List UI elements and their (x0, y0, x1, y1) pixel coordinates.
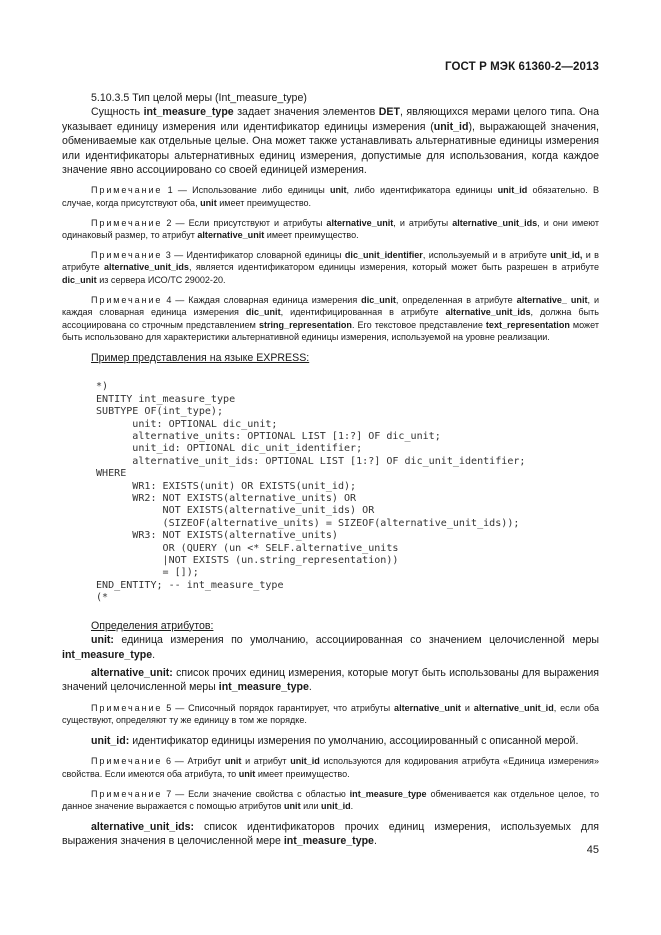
note-1: Примечание 1 — Использование либо единицы unit, либо идентификатора единицы unit_id обязательно. В случае, когда присутствуют оба, unit имеет преимущество. (62, 185, 599, 209)
document-header: ГОСТ Р МЭК 61360-2—2013 (445, 61, 599, 73)
attr-alternative-unit-ids-definition: alternative_unit_ids: список идентификаторов прочих единиц измерения, используемых для выражения значения в целочисленной мере int_measure_type. (62, 820, 599, 848)
code-line: NOT EXISTS(alternative_unit_ids) OR (96, 505, 375, 517)
code-line: WHERE (96, 468, 127, 480)
intro-paragraph: Сущность int_measure_type задает значения элементов DET, являющихся мерами целого типа. Она указывает единицу измерения или идентификатор единицы измерения (unit_id), выражающей значения, обмениваемые как отдельные целые. Она может также устанавливать альтернативные единицы измерения или идентификаторы альтернативных единиц измерения, допустимые для использования, когда каждое значение явно ассоциировано со своей единицей измерения. (62, 106, 599, 177)
note-7: Примечание 7 — Если значение свойства с областью int_measure_type обменивается как отдельное целое, то данное значение выражается с помощью атрибутов unit или unit_id. (62, 788, 599, 812)
code-line: WR2: NOT EXISTS(alternative_units) OR (96, 493, 357, 505)
code-line: |NOT EXISTS (un.string_representation)) (96, 555, 399, 567)
attr-unit-definition: unit: единица измерения по умолчанию, ассоциированная со значением целочисленной меры int_measure_type. (62, 634, 599, 661)
note-2: Примечание 2 — Если присутствуют и атрибуты alternative_unit, и атрибуты alternative_unit_ids, и они имеют одинаковый размер, то атрибут alternative_unit имеет преимущество. (62, 217, 599, 241)
code-line: unit_id: OPTIONAL dic_unit_identifier; (96, 443, 363, 455)
note-3: Примечание 3 — Идентификатор словарной единицы dic_unit_identifier, используемый и в атрибуте unit_id, и в атрибуте alternative_unit_ids, является идентификатором единицы измерения, который может быть разрешен в атрибуте dic_unit из сервера ИСО/ТС 29002-20. (62, 249, 600, 285)
code-line: *) (96, 381, 109, 393)
section-title: 5.10.3.5 Тип целой меры (Int_measure_type) (91, 92, 307, 104)
code-line: END_ENTITY; -- int_measure_type (96, 579, 284, 591)
code-line: OR (QUERY (un <* SELF.alternative_units (96, 542, 399, 554)
example-heading: Пример представления на языке EXPRESS: (91, 351, 310, 364)
attr-unit-id-definition: unit_id: идентификатор единицы измерения по умолчанию, ассоциированный с описанной мерой. (91, 734, 579, 747)
code-line: unit: OPTIONAL dic_unit; (96, 418, 278, 430)
code-line: ENTITY int_measure_type (96, 393, 236, 405)
attributes-heading: Определения атрибутов: (91, 619, 214, 632)
code-line: WR3: NOT EXISTS(alternative_units) (96, 530, 338, 542)
page-number: 45 (586, 844, 599, 856)
code-line: alternative_unit_ids: OPTIONAL LIST [1:?] OF dic_unit_identifier; (96, 455, 526, 467)
code-line: = []); (96, 567, 199, 579)
express-code-block (96, 381, 599, 604)
code-line: (* (96, 592, 109, 604)
code-line: (SIZEOF(alternative_units) = SIZEOF(alternative_unit_ids)); (96, 517, 520, 529)
note-6: Примечание 6 — Атрибут unit и атрибут unit_id используются для кодирования атрибута «Единица измерения» свойства. Если имеются оба атрибута, то unit имеет преимущество. (62, 756, 599, 779)
code-line: alternative_units: OPTIONAL LIST [1:?] OF dic_unit; (96, 431, 441, 442)
page-body (62, 91, 599, 849)
code-line: WR1: EXISTS(unit) OR EXISTS(unit_id); (96, 480, 357, 492)
note-5: Примечание 5 — Списочный порядок гарантирует, что атрибуты alternative_unit и alternative_unit_id, если оба существуют, определяют ту же единицу в том же порядке. (62, 702, 599, 726)
attr-alternative-unit-definition: alternative_unit: список прочих единиц измерения, которые могут быть использованы для выражения значений целочисленной меры int_measure_type. (62, 666, 599, 694)
note-4: Примечание 4 — Каждая словарная единица измерения dic_unit, определенная в атрибуте alternative_ unit, и каждая словарная единица измерения dic_unit, идентифицированная в атрибуте alternative_unit_ids, должна быть ассоциирована со строчным представлением string_representation. Его текстовое представление text_representation может быть использовано для характеристики альтернативной единицы измерения, используемой на уровне реализации. (62, 294, 599, 343)
code-line: SUBTYPE OF(int_type); (96, 406, 224, 418)
